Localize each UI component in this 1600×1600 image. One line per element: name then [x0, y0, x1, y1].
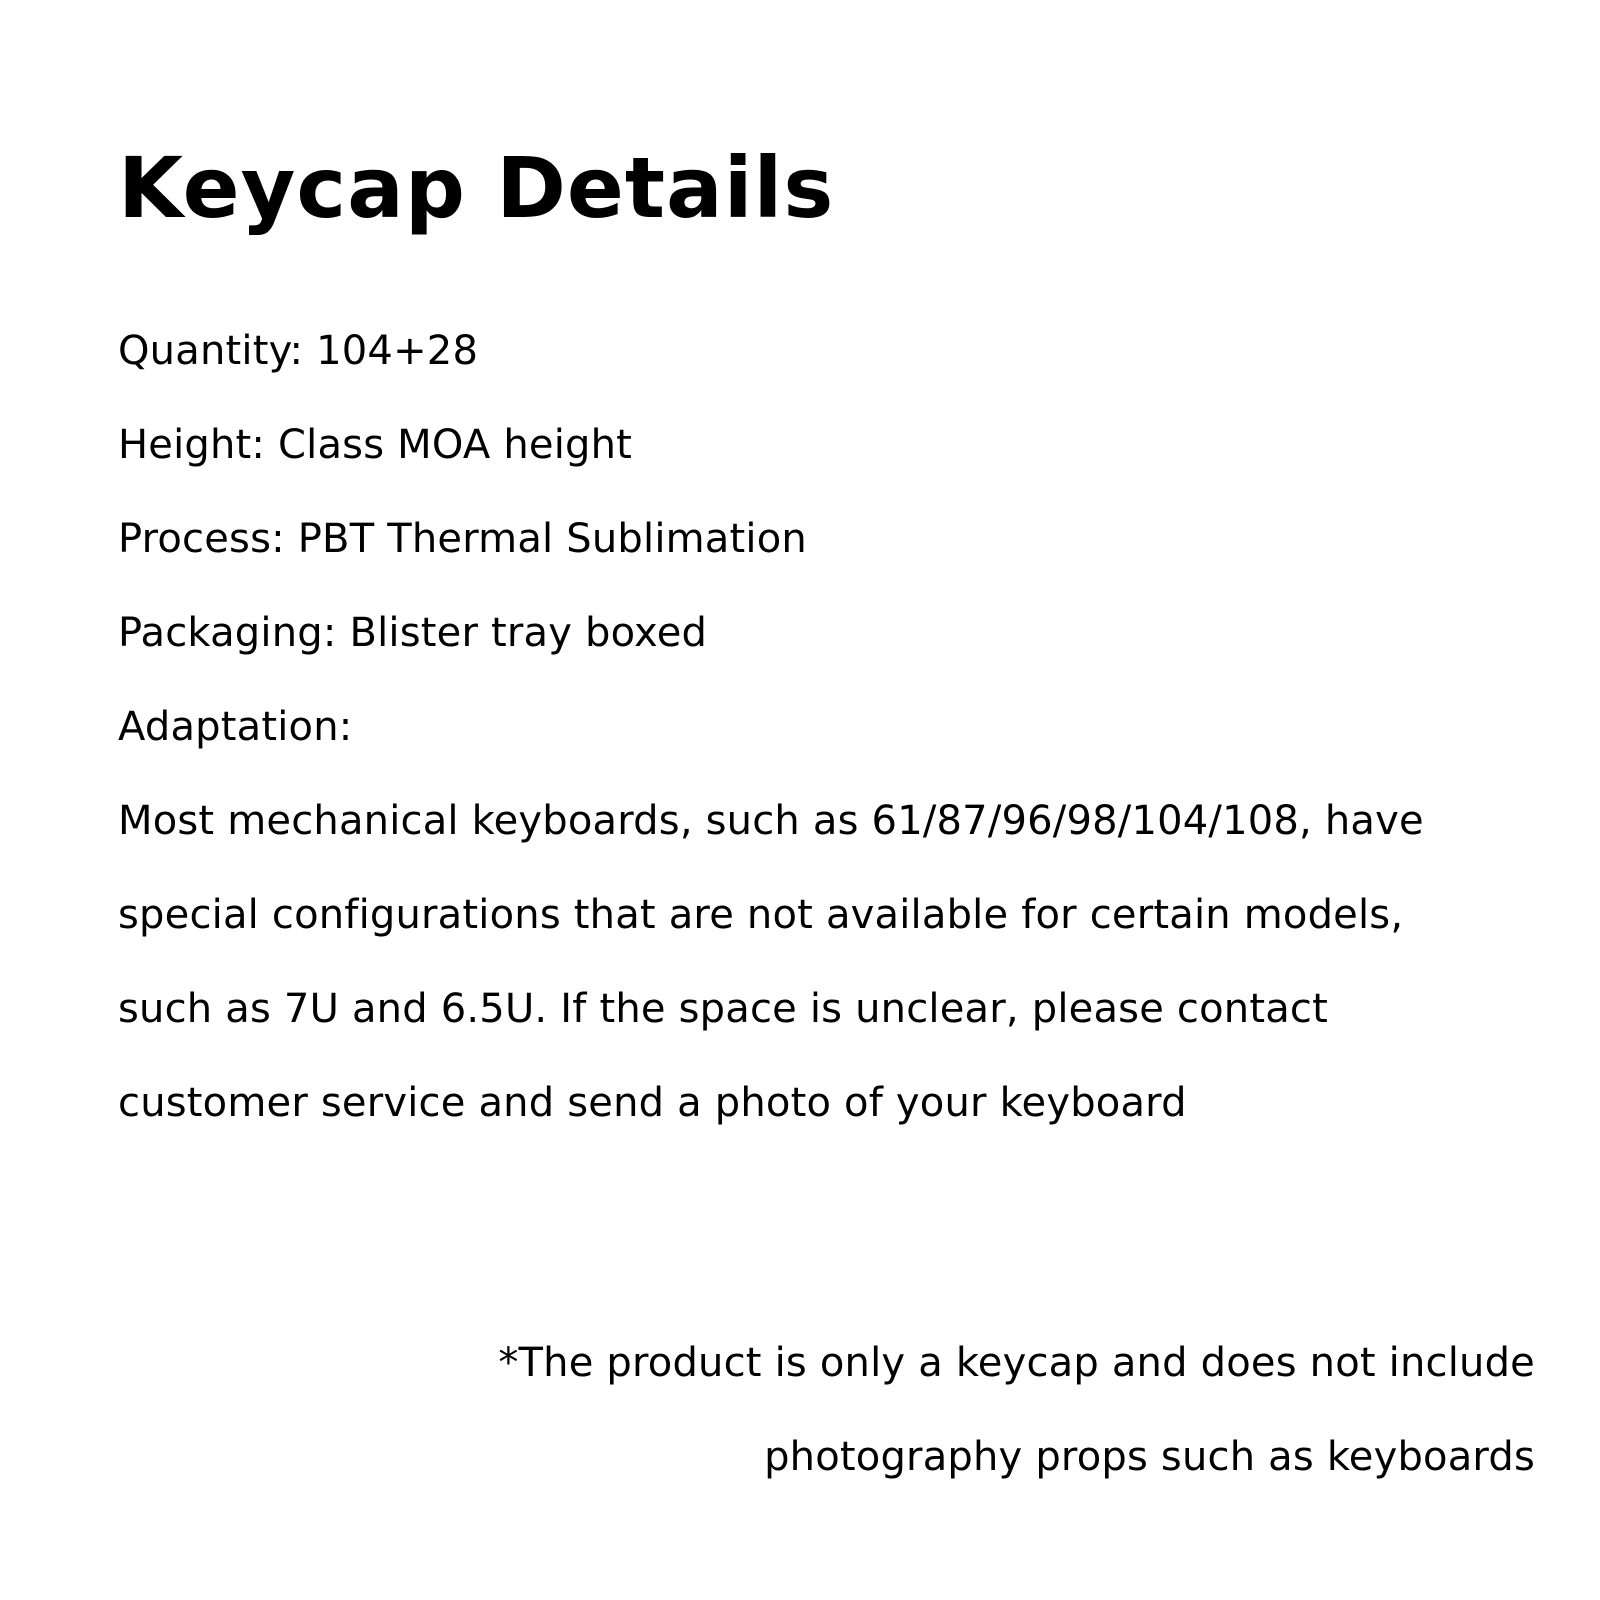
spec-quantity: Quantity: 104+28 [118, 328, 479, 374]
page-title: Keycap Details [118, 139, 835, 237]
adaptation-text-line: such as 7U and 6.5U. If the space is unclear, please contact [118, 986, 1329, 1032]
spec-process: Process: PBT Thermal Sublimation [118, 516, 807, 562]
spec-height: Height: Class MOA height [118, 422, 633, 468]
spec-packaging: Packaging: Blister tray boxed [118, 610, 708, 656]
disclaimer-note-line: *The product is only a keycap and does not include [498, 1340, 1535, 1386]
adaptation-text-line: customer service and send a photo of your keyboard [118, 1080, 1187, 1126]
spec-adaptation-label: Adaptation: [118, 704, 353, 750]
adaptation-text-line: special configurations that are not available for certain models, [118, 892, 1404, 938]
adaptation-text-line: Most mechanical keyboards, such as 61/87/96/98/104/108, have [118, 798, 1424, 844]
disclaimer-note-line: photography props such as keyboards [764, 1434, 1535, 1480]
